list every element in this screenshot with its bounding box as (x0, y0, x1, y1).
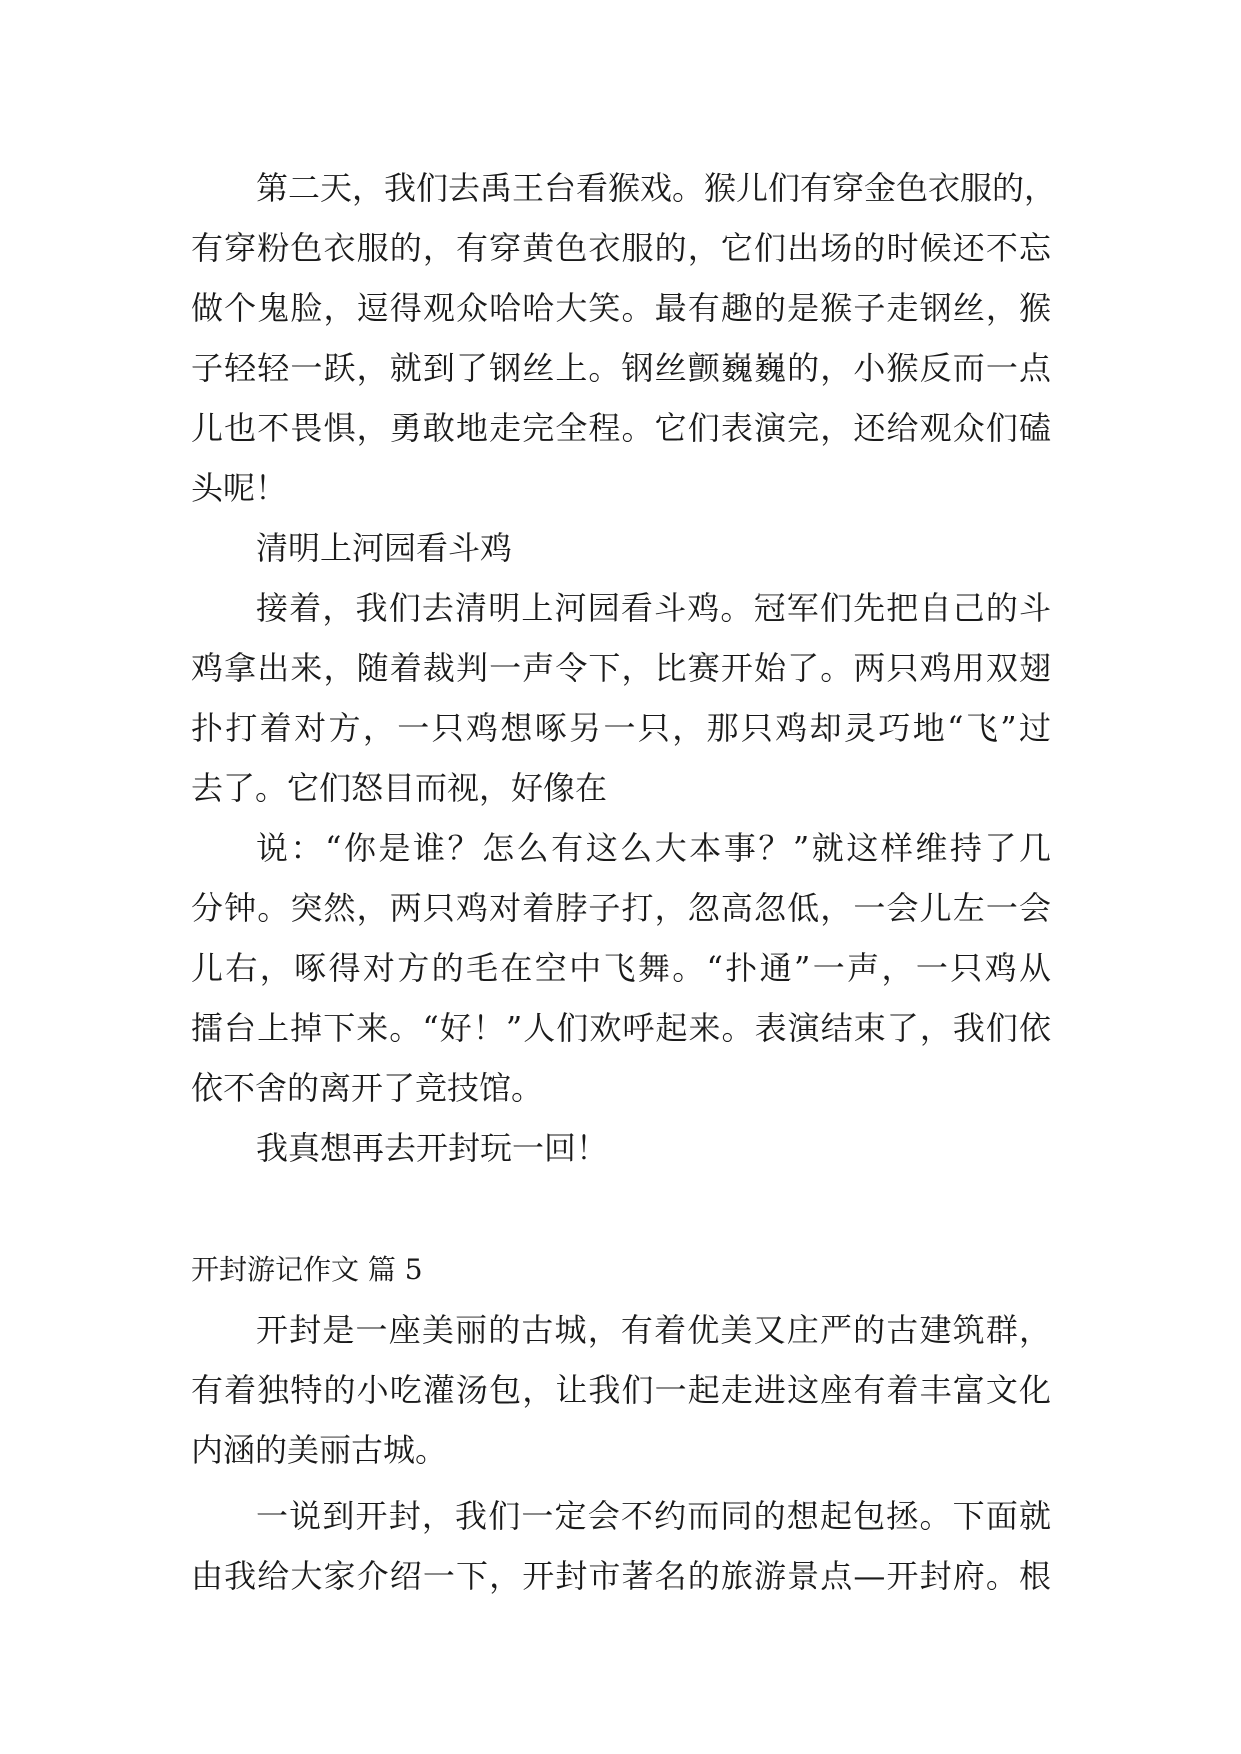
paragraph-line: 头呢！ (191, 469, 288, 507)
paragraph-line: 第二天，我们去禹王台看猴戏。猴儿们有穿金色衣服的， (256, 169, 1057, 207)
paragraph-line: 一说到开封，我们一定会不约而同的想起包拯。下面就 (256, 1497, 1051, 1535)
section-title: 开封游记作文 篇 5 (191, 1253, 423, 1286)
paragraph-line: 有穿粉色衣服的，有穿黄色衣服的，它们出场的时候还不忘 (191, 229, 1051, 267)
paragraph-line: 说：“你是谁？怎么有这么大本事？”就这样维持了几 (256, 829, 1051, 867)
paragraph-line: 由我给大家介绍一下，开封市著名的旅游景点—开封府。根 (191, 1557, 1051, 1595)
paragraph-line: 扑打着对方，一只鸡想啄另一只，那只鸡却灵巧地“飞”过 (191, 709, 1051, 747)
paragraph-line: 开封是一座美丽的古城，有着优美又庄严的古建筑群， (256, 1311, 1051, 1349)
subheading: 清明上河园看斗鸡 (256, 529, 513, 567)
paragraph-line: 我真想再去开封玩一回！ (256, 1129, 609, 1167)
paragraph-line: 分钟。突然，两只鸡对着脖子打，忽高忽低，一会儿左一会 (191, 889, 1051, 927)
paragraph-line: 依不舍的离开了竞技馆。 (191, 1069, 544, 1107)
paragraph-line: 去了。它们怒目而视，好像在 (191, 769, 608, 807)
paragraph-line: 有着独特的小吃灌汤包，让我们一起走进这座有着丰富文化 (191, 1371, 1051, 1409)
paragraph-line: 儿也不畏惧，勇敢地走完全程。它们表演完，还给观众们磕 (191, 409, 1051, 447)
paragraph-line: 子轻轻一跃，就到了钢丝上。钢丝颤巍巍的，小猴反而一点 (191, 349, 1051, 387)
paragraph-line: 内涵的美丽古城。 (191, 1431, 448, 1469)
paragraph-line: 接着，我们去清明上河园看斗鸡。冠军们先把自己的斗 (256, 589, 1051, 627)
paragraph-line: 鸡拿出来，随着裁判一声令下，比赛开始了。两只鸡用双翅 (191, 649, 1051, 687)
paragraph-line: 做个鬼脸，逗得观众哈哈大笑。最有趣的是猴子走钢丝，猴 (191, 289, 1051, 327)
paragraph-line: 儿右，啄得对方的毛在空中飞舞。“扑通”一声，一只鸡从 (191, 949, 1051, 987)
paragraph-line: 擂台上掉下来。“好！”人们欢呼起来。表演结束了，我们依 (191, 1009, 1051, 1047)
